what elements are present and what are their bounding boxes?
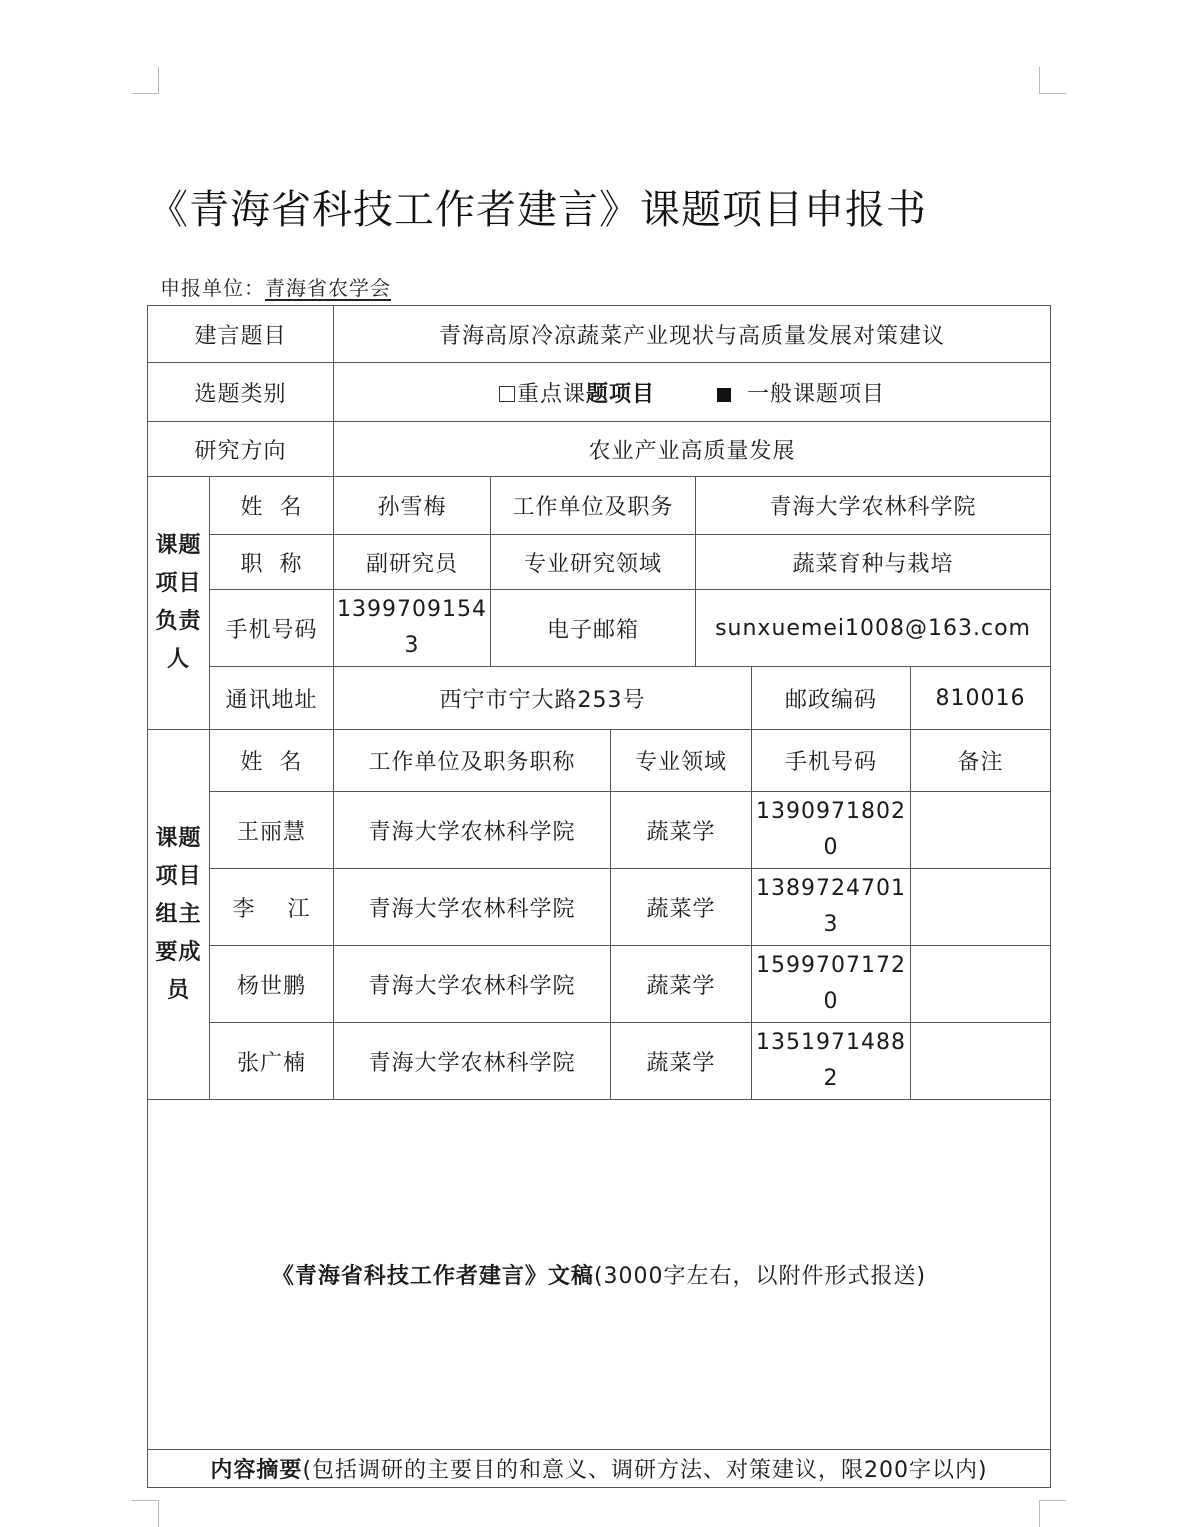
- applicant-unit-line: [160, 272, 405, 301]
- member-row: [148, 1023, 1051, 1100]
- member-name[interactable]: 李 江: [210, 869, 334, 946]
- key-project-option-text: 重点课题项目: [517, 381, 656, 407]
- general-project-option-label: 一般课题项目: [747, 381, 886, 407]
- member-field[interactable]: 蔬菜学: [611, 1023, 752, 1100]
- leader-email-label: 电子邮箱: [491, 590, 696, 667]
- topic-label: 建言题目: [148, 306, 334, 363]
- members-header-phone: 手机号码: [752, 730, 911, 792]
- leader-row-contact: [148, 590, 1051, 667]
- leader-address-value[interactable]: 西宁市宁大路253号: [334, 667, 752, 730]
- member-org[interactable]: 青海大学农林科学院: [334, 1023, 611, 1100]
- manuscript-row: [148, 1100, 1051, 1450]
- direction-label: 研究方向: [148, 422, 334, 477]
- leader-row-title: [148, 535, 1051, 590]
- member-note[interactable]: [911, 869, 1051, 946]
- member-phone[interactable]: 13909718020: [752, 792, 911, 869]
- members-header-row: [148, 730, 1051, 792]
- leader-field-value[interactable]: 蔬菜育种与栽培: [696, 535, 1051, 590]
- members-header-org: 工作单位及职务职称: [334, 730, 611, 792]
- summary-cell[interactable]: [148, 1450, 1051, 1488]
- leader-address-label: 通讯地址: [210, 667, 334, 730]
- leader-field-label: 专业研究领域: [491, 535, 696, 590]
- direction-row: [148, 422, 1051, 477]
- member-field[interactable]: 蔬菜学: [611, 946, 752, 1023]
- leader-name-value[interactable]: 孙雪梅: [334, 477, 491, 535]
- member-org[interactable]: 青海大学农林科学院: [334, 946, 611, 1023]
- leader-postcode-value[interactable]: 810016: [911, 667, 1051, 730]
- member-note[interactable]: [911, 946, 1051, 1023]
- leader-section-label: 课题 项目 负责 人: [148, 477, 210, 730]
- member-note[interactable]: [911, 1023, 1051, 1100]
- general-project-checkbox-checked[interactable]: [717, 388, 731, 402]
- summary-label: 内容摘要: [210, 1458, 303, 1483]
- applicant-unit-label: 申报单位：: [160, 276, 265, 300]
- category-row: [148, 363, 1051, 422]
- member-phone[interactable]: 13897247013: [752, 869, 911, 946]
- member-name[interactable]: 杨世鹏: [210, 946, 334, 1023]
- key-project-checkbox[interactable]: [499, 386, 515, 402]
- document-title: 《青海省科技工作者建言》课题项目申报书: [148, 187, 927, 233]
- leader-row-address: [148, 667, 1051, 730]
- members-header-note: 备注: [911, 730, 1051, 792]
- topic-row: [148, 306, 1051, 363]
- page-corner-mark-bottom-left: [132, 1500, 159, 1527]
- application-form-table: [147, 305, 1051, 1488]
- topic-value[interactable]: 青海高原冷凉蔬菜产业现状与高质量发展对策建议: [334, 306, 1051, 363]
- member-field[interactable]: 蔬菜学: [611, 792, 752, 869]
- category-options: [334, 363, 1051, 422]
- leader-phone-label: 手机号码: [210, 590, 334, 667]
- manuscript-label: 《青海省科技工作者建言》文稿: [271, 1264, 594, 1289]
- leader-title-value[interactable]: 副研究员: [334, 535, 491, 590]
- member-row: [148, 792, 1051, 869]
- leader-email-value[interactable]: sunxuemei1008@163.com: [696, 590, 1051, 667]
- applicant-unit-value: 青海省农学会: [265, 276, 391, 300]
- member-phone[interactable]: 13519714882: [752, 1023, 911, 1100]
- direction-value[interactable]: 农业产业高质量发展: [334, 422, 1051, 477]
- category-label: 选题类别: [148, 363, 334, 422]
- member-note[interactable]: [911, 792, 1051, 869]
- manuscript-cell[interactable]: [148, 1100, 1051, 1450]
- member-phone[interactable]: 15997071720: [752, 946, 911, 1023]
- member-org[interactable]: 青海大学农林科学院: [334, 792, 611, 869]
- members-section-label: 课题 项目 组主 要成 员: [148, 730, 210, 1100]
- member-org[interactable]: 青海大学农林科学院: [334, 869, 611, 946]
- manuscript-note: (3000字左右，以附件形式报送): [593, 1264, 927, 1289]
- member-field[interactable]: 蔬菜学: [611, 869, 752, 946]
- key-project-option-label: [517, 382, 655, 407]
- leader-phone-value[interactable]: 13997091543: [334, 590, 491, 667]
- member-row: [148, 946, 1051, 1023]
- members-header-name: 姓 名: [210, 730, 334, 792]
- leader-org-label: 工作单位及职务: [491, 477, 696, 535]
- page-corner-mark-top-left: [132, 67, 159, 94]
- leader-row-name: [148, 477, 1051, 535]
- member-name[interactable]: 王丽慧: [210, 792, 334, 869]
- leader-name-label: 姓 名: [210, 477, 334, 535]
- summary-row: [148, 1450, 1051, 1488]
- page-corner-mark-bottom-right: [1039, 1500, 1066, 1527]
- summary-note: (包括调研的主要目的和意义、调研方法、对策建议，限200字以内): [302, 1458, 988, 1483]
- leader-postcode-label: 邮政编码: [752, 667, 911, 730]
- leader-title-label: 职 称: [210, 535, 334, 590]
- member-row: [148, 869, 1051, 946]
- page-corner-mark-top-right: [1039, 67, 1066, 94]
- members-header-field: 专业领域: [611, 730, 752, 792]
- member-name[interactable]: 张广楠: [210, 1023, 334, 1100]
- leader-org-value[interactable]: 青海大学农林科学院: [696, 477, 1051, 535]
